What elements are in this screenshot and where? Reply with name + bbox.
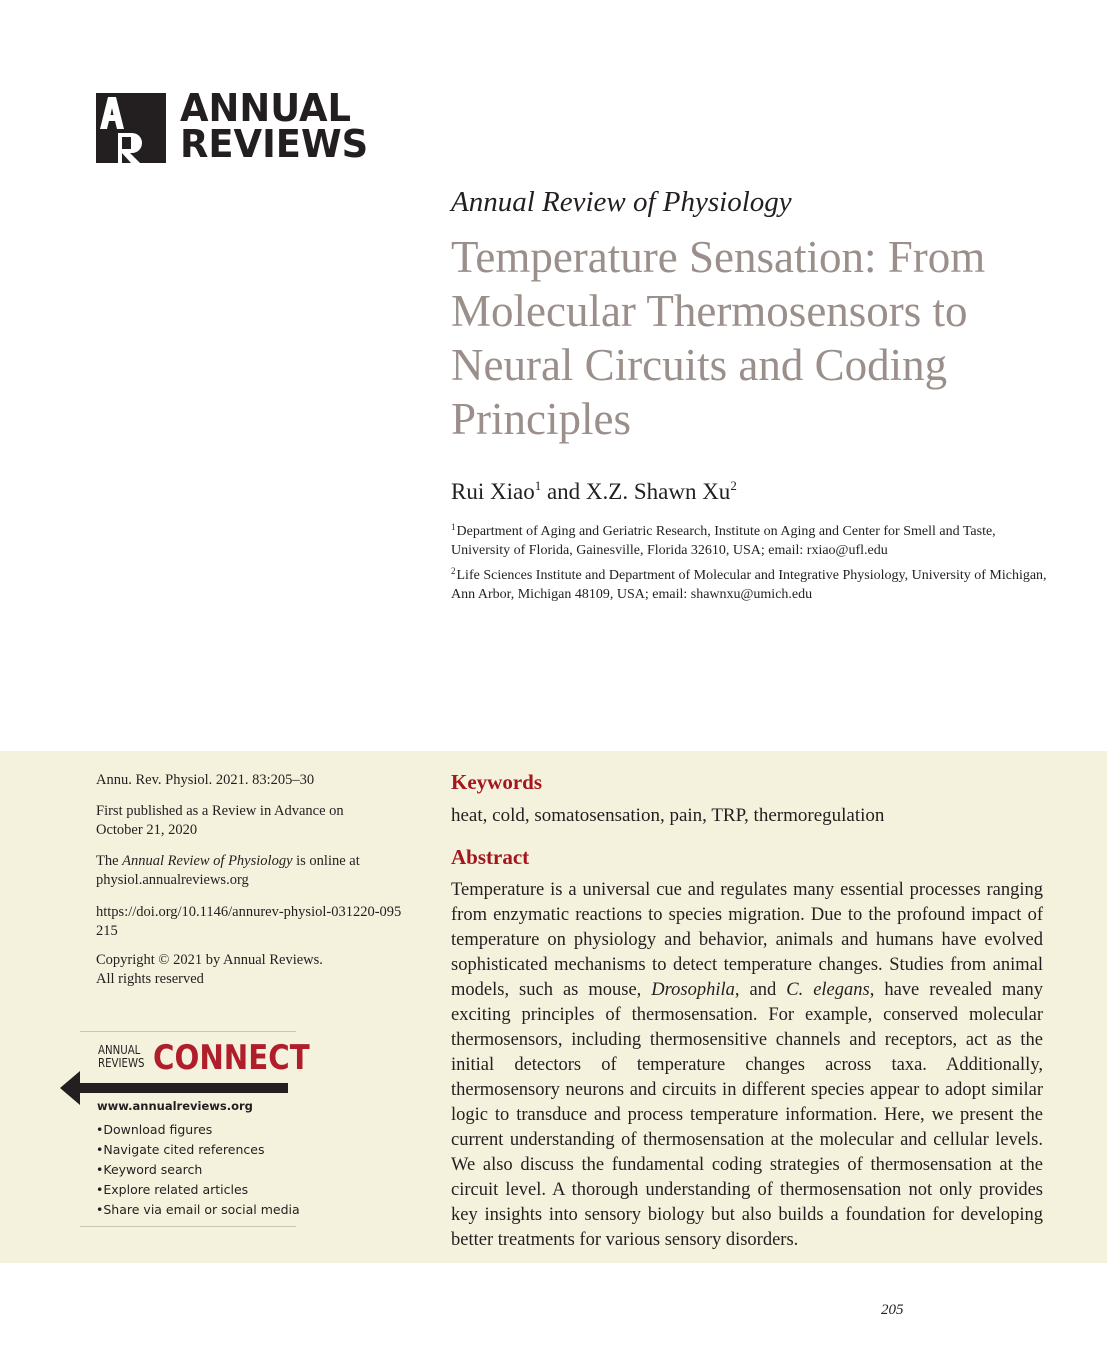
connect-bottom-rule [80,1226,296,1227]
author-affiliation-mark: 2 [730,478,737,493]
affiliation-number: 2 [451,566,456,576]
online-journal-name: Annual Review of Physiology [122,853,293,869]
annual-reviews-wordmark [180,86,369,166]
copyright-line: Copyright © 2021 by Annual Reviews. [96,952,323,968]
author-affiliation-mark: 1 [534,478,542,493]
species-name: Drosophila [651,980,735,1000]
journal-name: Annual Review of Physiology [451,186,792,218]
publication-date: First published as a Review in Advance on October 21, 2020 [96,803,344,838]
doi-link[interactable]: https://doi.org/10.1146/annurev-physiol-031220-095215 [96,904,402,939]
annual-reviews-ar-mark-icon [96,93,166,163]
rights-line: All rights reserved [96,971,204,987]
affiliation [451,518,1051,560]
author-name: Rui Xiao [451,479,535,504]
online-notice-url: is online at physiol.annualreviews.org [96,853,360,888]
logo-line-annual: ANNUAL [180,86,352,130]
affiliation-text: Department of Aging and Geriatric Research, Institute on Aging and Center for Smell and Taste, University of Florida, Gainesville, Florida 32610, USA; email: rxiao@ufl.edu [451,524,996,558]
affiliation-number: 1 [451,522,456,532]
list-item: • Share via email or social media [96,1200,300,1220]
affiliation [451,562,1051,604]
connect-brand-small [98,1044,145,1070]
abstract-heading: Abstract [451,845,530,869]
list-item: • Download figures [96,1120,300,1140]
abstract-text-part: , have revealed many exciting principles of thermosensation. For example, conserved molecular thermosensors, including thermosensitive channels and receptors, act as the initial detectors of temperature changes across taxa. Additionally, thermosensory neurons and circuits in different species appear to adopt similar logic to transduce and process temperature information. Here, we present the current understanding of thermosensation at the molecular and cellular levels. We also discuss the fundamental coding strategies of thermosensation at the circuit level. A thorough understanding of thermosensation not only provides key insights into sensory biology but also builds a foundation for developing better treatments for various sensory disorders. [451,980,1043,1250]
online-notice [96,852,381,890]
connect-url[interactable]: www.annualreviews.org [97,1099,253,1113]
annual-reviews-logo [96,86,371,168]
list-item: • Navigate cited references [96,1140,300,1160]
logo-line-reviews: REVIEWS [180,122,369,166]
connect-annual-label: ANNUAL [98,1043,141,1057]
page-number: 205 [881,1302,904,1318]
list-item: • Keyword search [96,1160,300,1180]
article-title: Temperature Sensation: From Molecular Thermosensors to Neural Circuits and Coding Principles [451,232,986,444]
abstract-text-part: Temperature is a universal cue and regulates many essential processes ranging from enzymatic reactions to species migration. Due to the profound impact of temperature on physiology and behavior, animals and humans have evolved sophisticated mechanisms to detect temperature changes. Studies from animal models, such as mouse, [451,880,1043,1000]
connect-wordmark: CONNECT [153,1038,310,1078]
keywords-heading: Keywords [451,770,542,794]
connect-feature-list [96,1120,300,1220]
abstract-text-part: , and [734,980,787,1000]
online-notice-text: The [96,853,123,869]
citation: Annu. Rev. Physiol. 2021. 83:205–30 [96,772,315,788]
keywords-list: heat, cold, somatosensation, pain, TRP, thermoregulation [451,805,885,826]
connect-top-rule [80,1031,296,1032]
author-conjunction: and [541,479,586,504]
abstract-text [451,878,1043,1253]
affiliation-text: Life Sciences Institute and Department of Molecular and Integrative Physiology, University of Michigan, Ann Arbor, Michigan 48109, USA; email: shawnxu@umich.edu [451,568,1047,602]
copyright [96,951,416,989]
annual-reviews-connect-box [80,1031,310,1227]
list-item: • Explore related articles [96,1180,300,1200]
connect-reviews-label: REVIEWS [98,1056,145,1070]
author-name: X.Z. Shawn Xu [585,479,731,504]
author-line [451,478,737,505]
species-name: C. elegans [786,980,870,1000]
